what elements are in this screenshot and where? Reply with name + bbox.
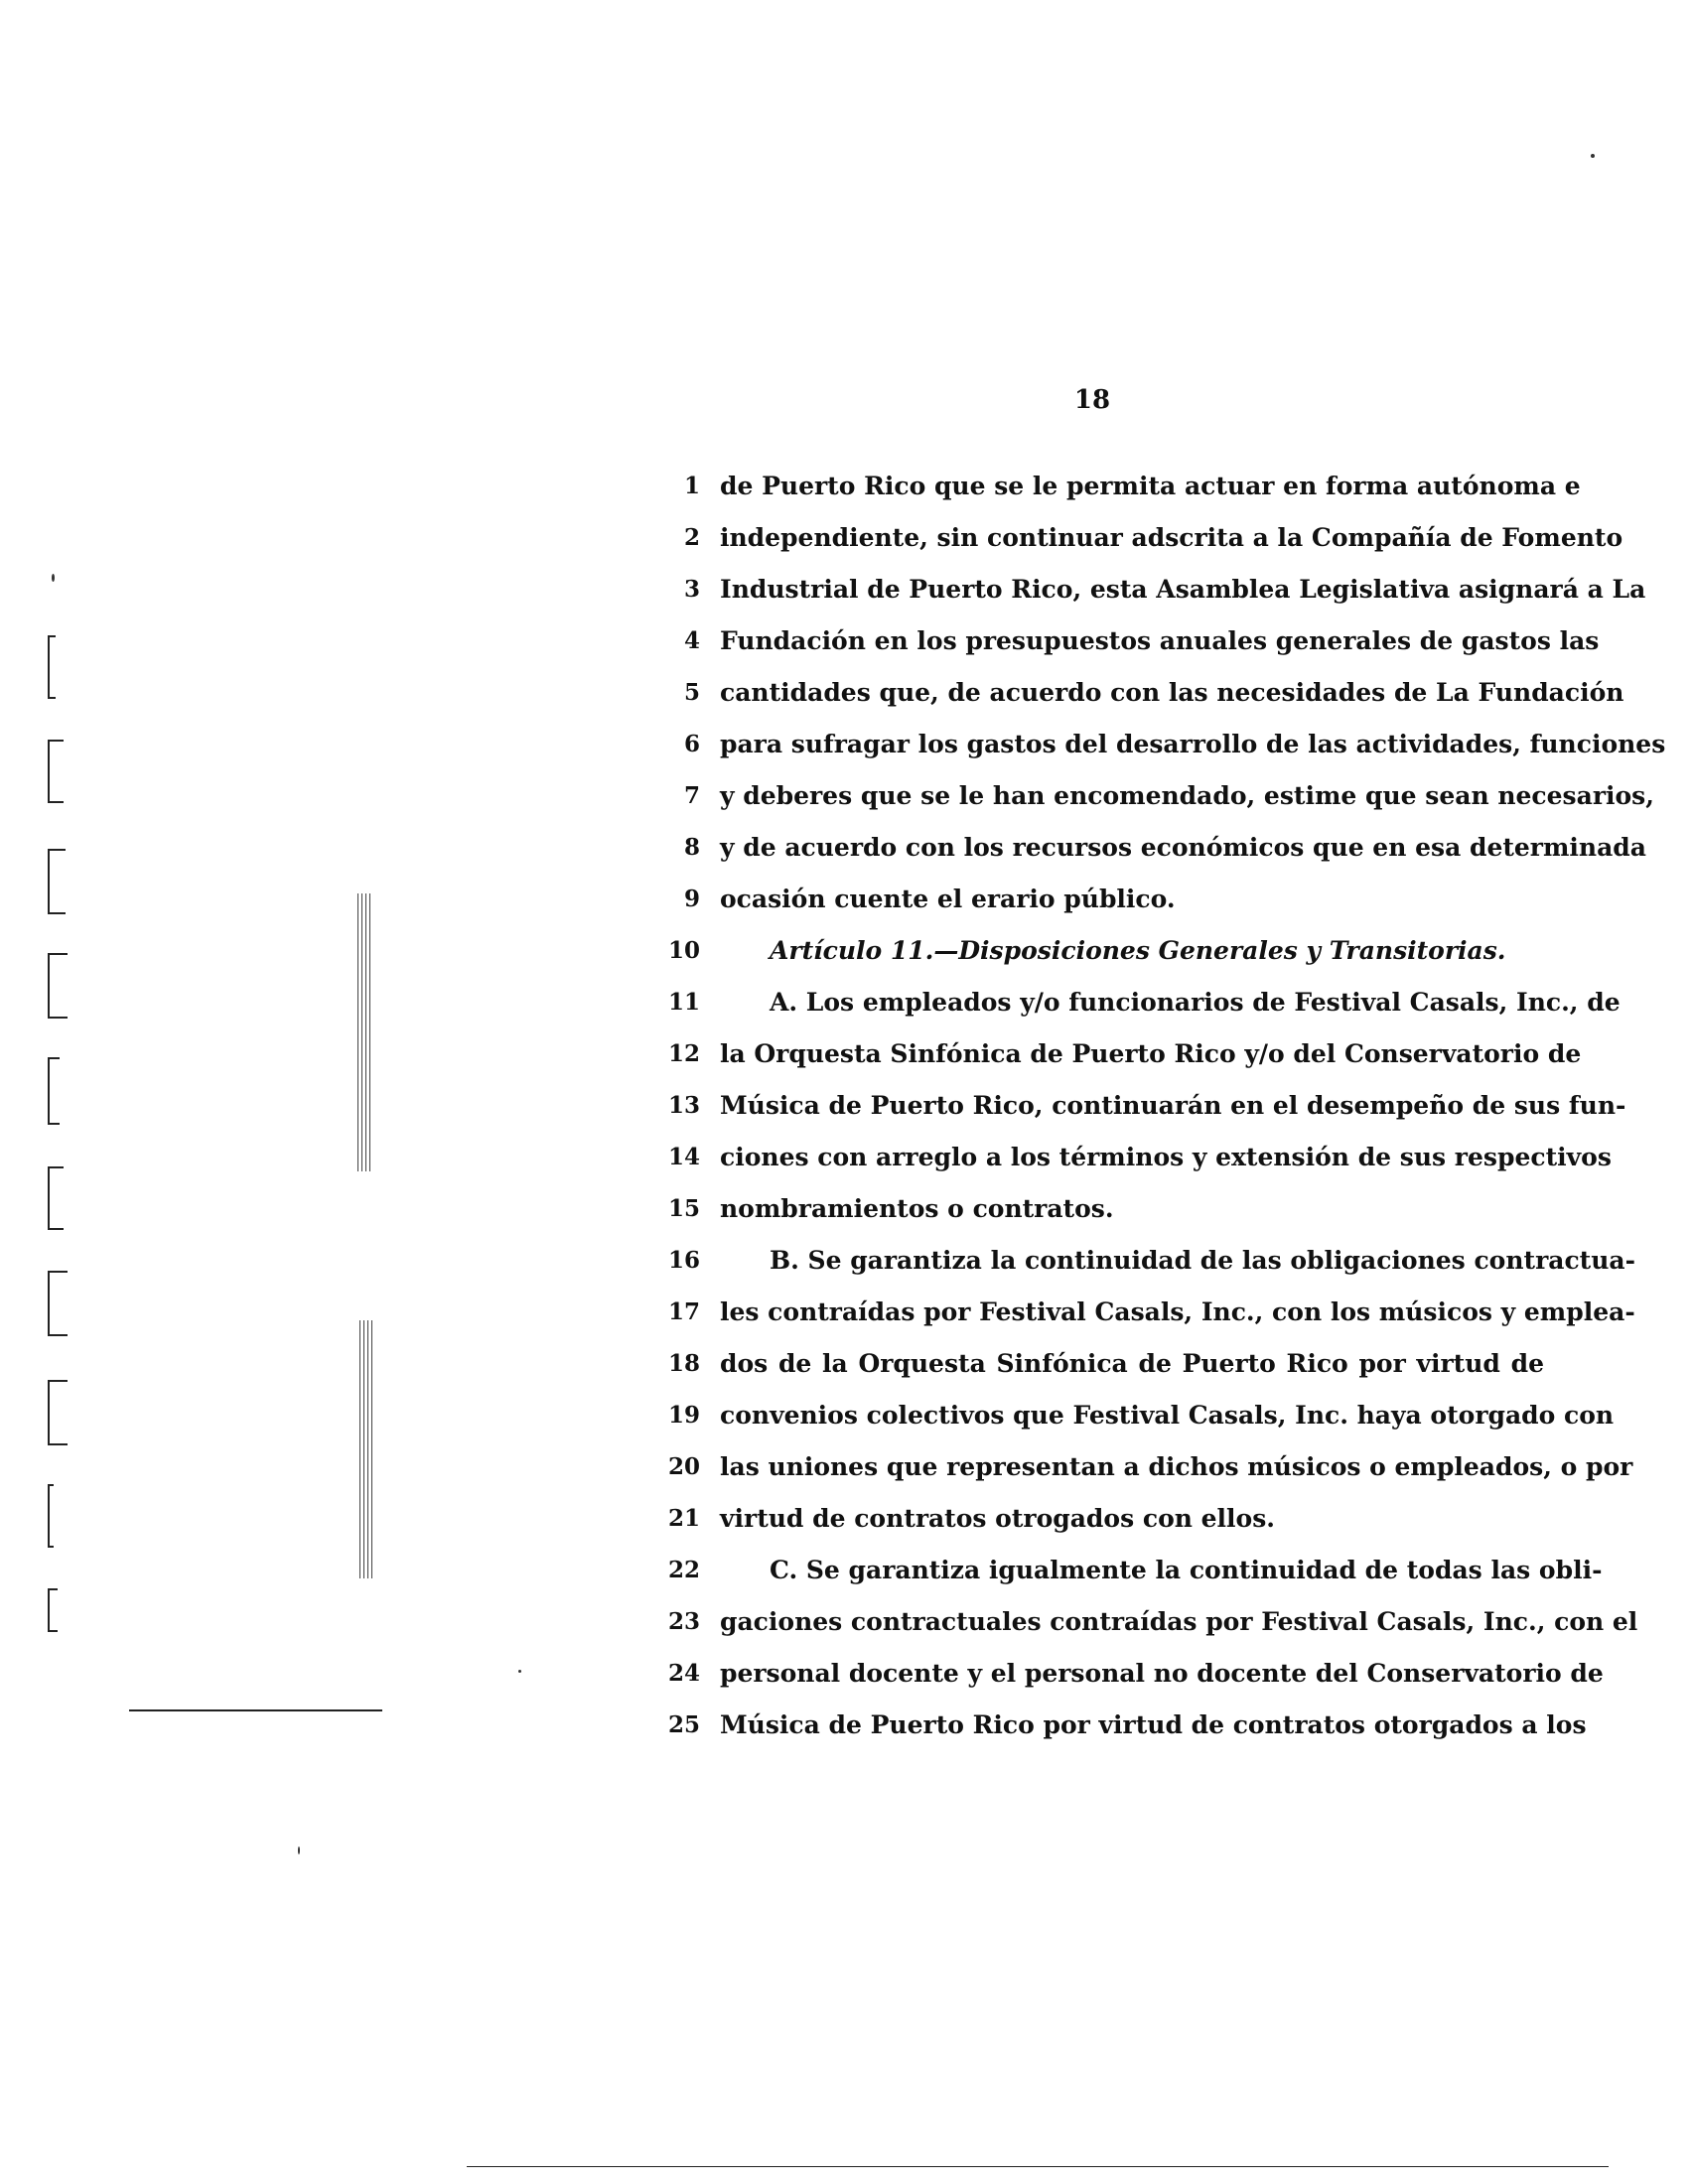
speck bbox=[518, 1670, 521, 1673]
line-text: de Puerto Rico que se le permita actuar en forma autónoma e bbox=[720, 472, 1581, 500]
line-number: 12 bbox=[667, 1040, 700, 1067]
scan-line bbox=[357, 893, 358, 1171]
bracket-mark bbox=[48, 1380, 68, 1445]
text-line bbox=[0, 1034, 1692, 1074]
line-number: 10 bbox=[667, 937, 700, 964]
text-line bbox=[0, 776, 1692, 816]
line-number: 1 bbox=[683, 473, 700, 499]
text-line bbox=[0, 880, 1692, 919]
line-text: ciones con arreglo a los términos y extensión de sus respectivos bbox=[720, 1143, 1612, 1171]
text-line bbox=[0, 1138, 1692, 1177]
line-number: 6 bbox=[683, 731, 700, 757]
line-number: 19 bbox=[667, 1402, 700, 1429]
line-number: 21 bbox=[667, 1505, 700, 1532]
text-line bbox=[0, 1396, 1692, 1435]
line-number: 17 bbox=[667, 1298, 700, 1325]
text-line bbox=[0, 983, 1692, 1023]
line-text: Industrial de Puerto Rico, esta Asamblea Legislativa asignará a La bbox=[720, 575, 1646, 604]
line-text: independiente, sin continuar adscrita a la Compañía de Fomento bbox=[720, 523, 1623, 552]
line-text: B. Se garantiza la continuidad de las obligaciones contractua- bbox=[770, 1246, 1635, 1275]
speck bbox=[52, 574, 55, 582]
scan-line bbox=[129, 1709, 382, 1711]
bracket-mark bbox=[48, 1166, 64, 1230]
line-number: 18 bbox=[667, 1350, 700, 1377]
scan-line bbox=[365, 893, 366, 1171]
line-text: virtud de contratos otrogados con ellos. bbox=[720, 1504, 1275, 1533]
text-line bbox=[0, 1706, 1692, 1745]
line-number: 8 bbox=[683, 834, 700, 861]
text-line bbox=[0, 467, 1692, 506]
line-text: y de acuerdo con los recursos económicos que en esa determinada bbox=[720, 833, 1646, 862]
line-number: 16 bbox=[667, 1247, 700, 1274]
line-number: 14 bbox=[667, 1144, 700, 1170]
line-text: personal docente y el personal no docente del Conservatorio de bbox=[720, 1659, 1604, 1688]
text-line bbox=[0, 621, 1692, 661]
line-text: convenios colectivos que Festival Casals, Inc. haya otorgado con bbox=[720, 1401, 1615, 1430]
text-line bbox=[0, 1241, 1692, 1281]
bracket-mark bbox=[48, 1057, 60, 1125]
text-line bbox=[0, 1293, 1692, 1332]
line-number: 5 bbox=[683, 679, 700, 706]
line-text: Fundación en los presupuestos anuales generales de gastos las bbox=[720, 626, 1600, 655]
speck bbox=[298, 1846, 300, 1854]
line-text: ocasión cuente el erario público. bbox=[720, 885, 1176, 913]
line-number: 13 bbox=[667, 1092, 700, 1119]
line-number: 20 bbox=[667, 1453, 700, 1480]
line-number: 23 bbox=[667, 1608, 700, 1635]
line-text: las uniones que representan a dichos músicos o empleados, o por bbox=[720, 1452, 1633, 1481]
text-line bbox=[0, 1602, 1692, 1642]
line-number: 24 bbox=[667, 1660, 700, 1687]
line-text: Música de Puerto Rico por virtud de contratos otorgados a los bbox=[720, 1710, 1587, 1739]
text-line bbox=[0, 725, 1692, 764]
text-line bbox=[0, 1447, 1692, 1487]
page-number: 18 bbox=[1073, 385, 1111, 415]
scan-line bbox=[371, 1320, 372, 1578]
line-text: gaciones contractuales contraídas por Festival Casals, Inc., con el bbox=[720, 1607, 1638, 1636]
speck bbox=[1591, 154, 1595, 158]
scan-line bbox=[369, 893, 370, 1171]
line-text: nombramientos o contratos. bbox=[720, 1194, 1114, 1223]
text-line bbox=[0, 570, 1692, 610]
bracket-mark bbox=[48, 849, 66, 914]
line-text: Música de Puerto Rico, continuarán en el desempeño de sus fun- bbox=[720, 1091, 1626, 1120]
text-line bbox=[0, 1189, 1692, 1229]
bracket-mark bbox=[48, 953, 68, 1019]
text-line bbox=[0, 1654, 1692, 1694]
scan-line bbox=[363, 1320, 364, 1578]
text-line bbox=[0, 1499, 1692, 1539]
line-number: 11 bbox=[667, 989, 700, 1016]
scan-line bbox=[359, 1320, 360, 1578]
line-text: dos de la Orquesta Sinfónica de Puerto Rico por virtud de bbox=[720, 1349, 1544, 1378]
bracket-mark bbox=[48, 1271, 68, 1336]
line-number: 2 bbox=[683, 524, 700, 551]
line-number: 9 bbox=[683, 886, 700, 912]
line-text: para sufragar los gastos del desarrollo de las actividades, funciones bbox=[720, 730, 1666, 758]
line-number: 22 bbox=[667, 1557, 700, 1583]
line-number: 25 bbox=[667, 1711, 700, 1738]
bracket-mark bbox=[48, 1484, 54, 1548]
article-heading: Artículo 11.—Disposiciones Generales y Transitorias. bbox=[770, 936, 1506, 965]
line-text: A. Los empleados y/o funcionarios de Festival Casals, Inc., de bbox=[770, 988, 1621, 1017]
text-line bbox=[0, 518, 1692, 558]
line-text: la Orquesta Sinfónica de Puerto Rico y/o del Conservatorio de bbox=[720, 1039, 1582, 1068]
scan-line bbox=[367, 1320, 368, 1578]
bracket-mark bbox=[48, 740, 64, 803]
text-line bbox=[0, 1551, 1692, 1590]
line-text: cantidades que, de acuerdo con las necesidades de La Fundación bbox=[720, 678, 1624, 707]
bracket-mark bbox=[48, 635, 56, 699]
text-line bbox=[0, 1086, 1692, 1126]
text-line bbox=[0, 931, 1692, 971]
line-number: 15 bbox=[667, 1195, 700, 1222]
line-text: y deberes que se le han encomendado, estime que sean necesarios, bbox=[720, 781, 1654, 810]
line-text: C. Se garantiza igualmente la continuidad de todas las obli- bbox=[770, 1556, 1603, 1584]
line-number: 7 bbox=[683, 782, 700, 809]
text-line bbox=[0, 828, 1692, 868]
scan-line bbox=[361, 893, 362, 1171]
line-number: 4 bbox=[683, 627, 700, 654]
line-text: les contraídas por Festival Casals, Inc., con los músicos y emplea- bbox=[720, 1297, 1635, 1326]
bracket-mark bbox=[48, 1588, 58, 1632]
text-line bbox=[0, 673, 1692, 713]
line-number: 3 bbox=[683, 576, 700, 603]
text-line bbox=[0, 1344, 1692, 1384]
scan-line bbox=[467, 2166, 1609, 2167]
